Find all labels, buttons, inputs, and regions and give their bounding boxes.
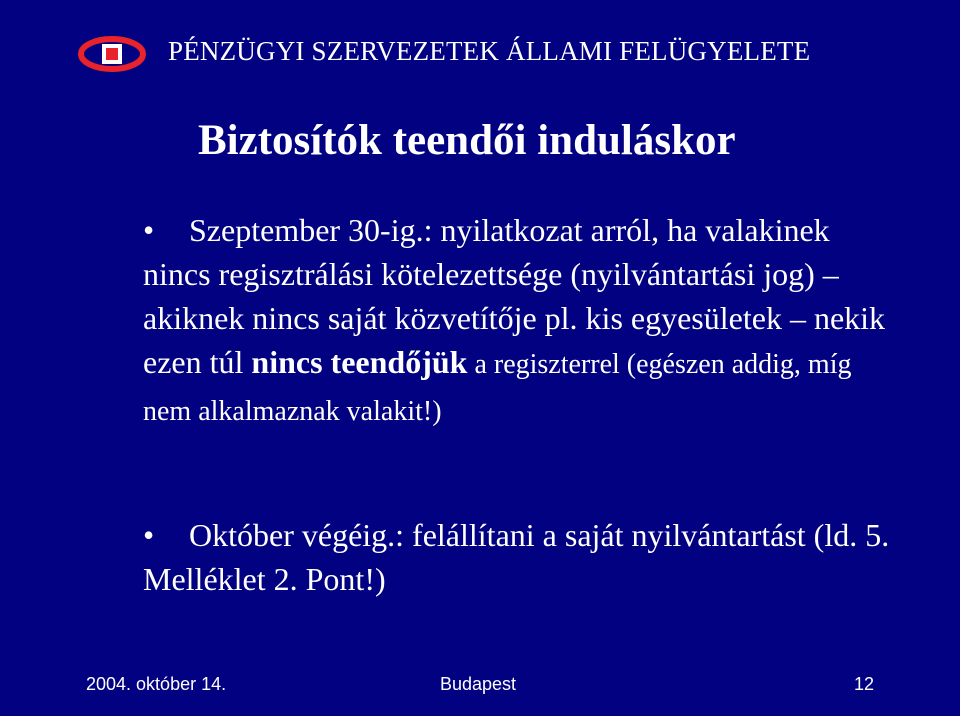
bullet-1-text-continued: a regiszterrel (egészen addig, míg nem alkalmaznak valakit!)	[143, 349, 852, 427]
bullet-1-text: Szeptember 30-ig.: nyilatkozat arról, ha valakinek nincs regisztrálási kötelezettsége (nyilvántartási jog) – akiknek nincs saját közvetítője pl. kis egyesületek – nekik ezen túl	[143, 212, 886, 380]
bullet-item-2	[143, 513, 903, 601]
slide-title: Biztosítók teendői induláskor	[198, 117, 736, 164]
bullet-symbol: •	[143, 517, 155, 553]
psfa-logo-icon	[78, 34, 146, 74]
page-number: 12	[854, 674, 875, 694]
bullet-1-emphasis: nincs teendőjük	[251, 344, 468, 380]
bullet-2-text: Október végéig.: felállítani a saját nyilvántartást (ld. 5. Melléklet 2. Pont!)	[143, 517, 890, 597]
organization-name: PÉNZÜGYI SZERVEZETEK ÁLLAMI FELÜGYELETE	[168, 36, 811, 66]
bullet-symbol: •	[143, 212, 155, 248]
slide-footer	[0, 666, 960, 704]
footer-city: Budapest	[440, 674, 517, 694]
bullet-item-1	[143, 208, 903, 434]
footer-date: 2004. október 14.	[86, 674, 227, 694]
